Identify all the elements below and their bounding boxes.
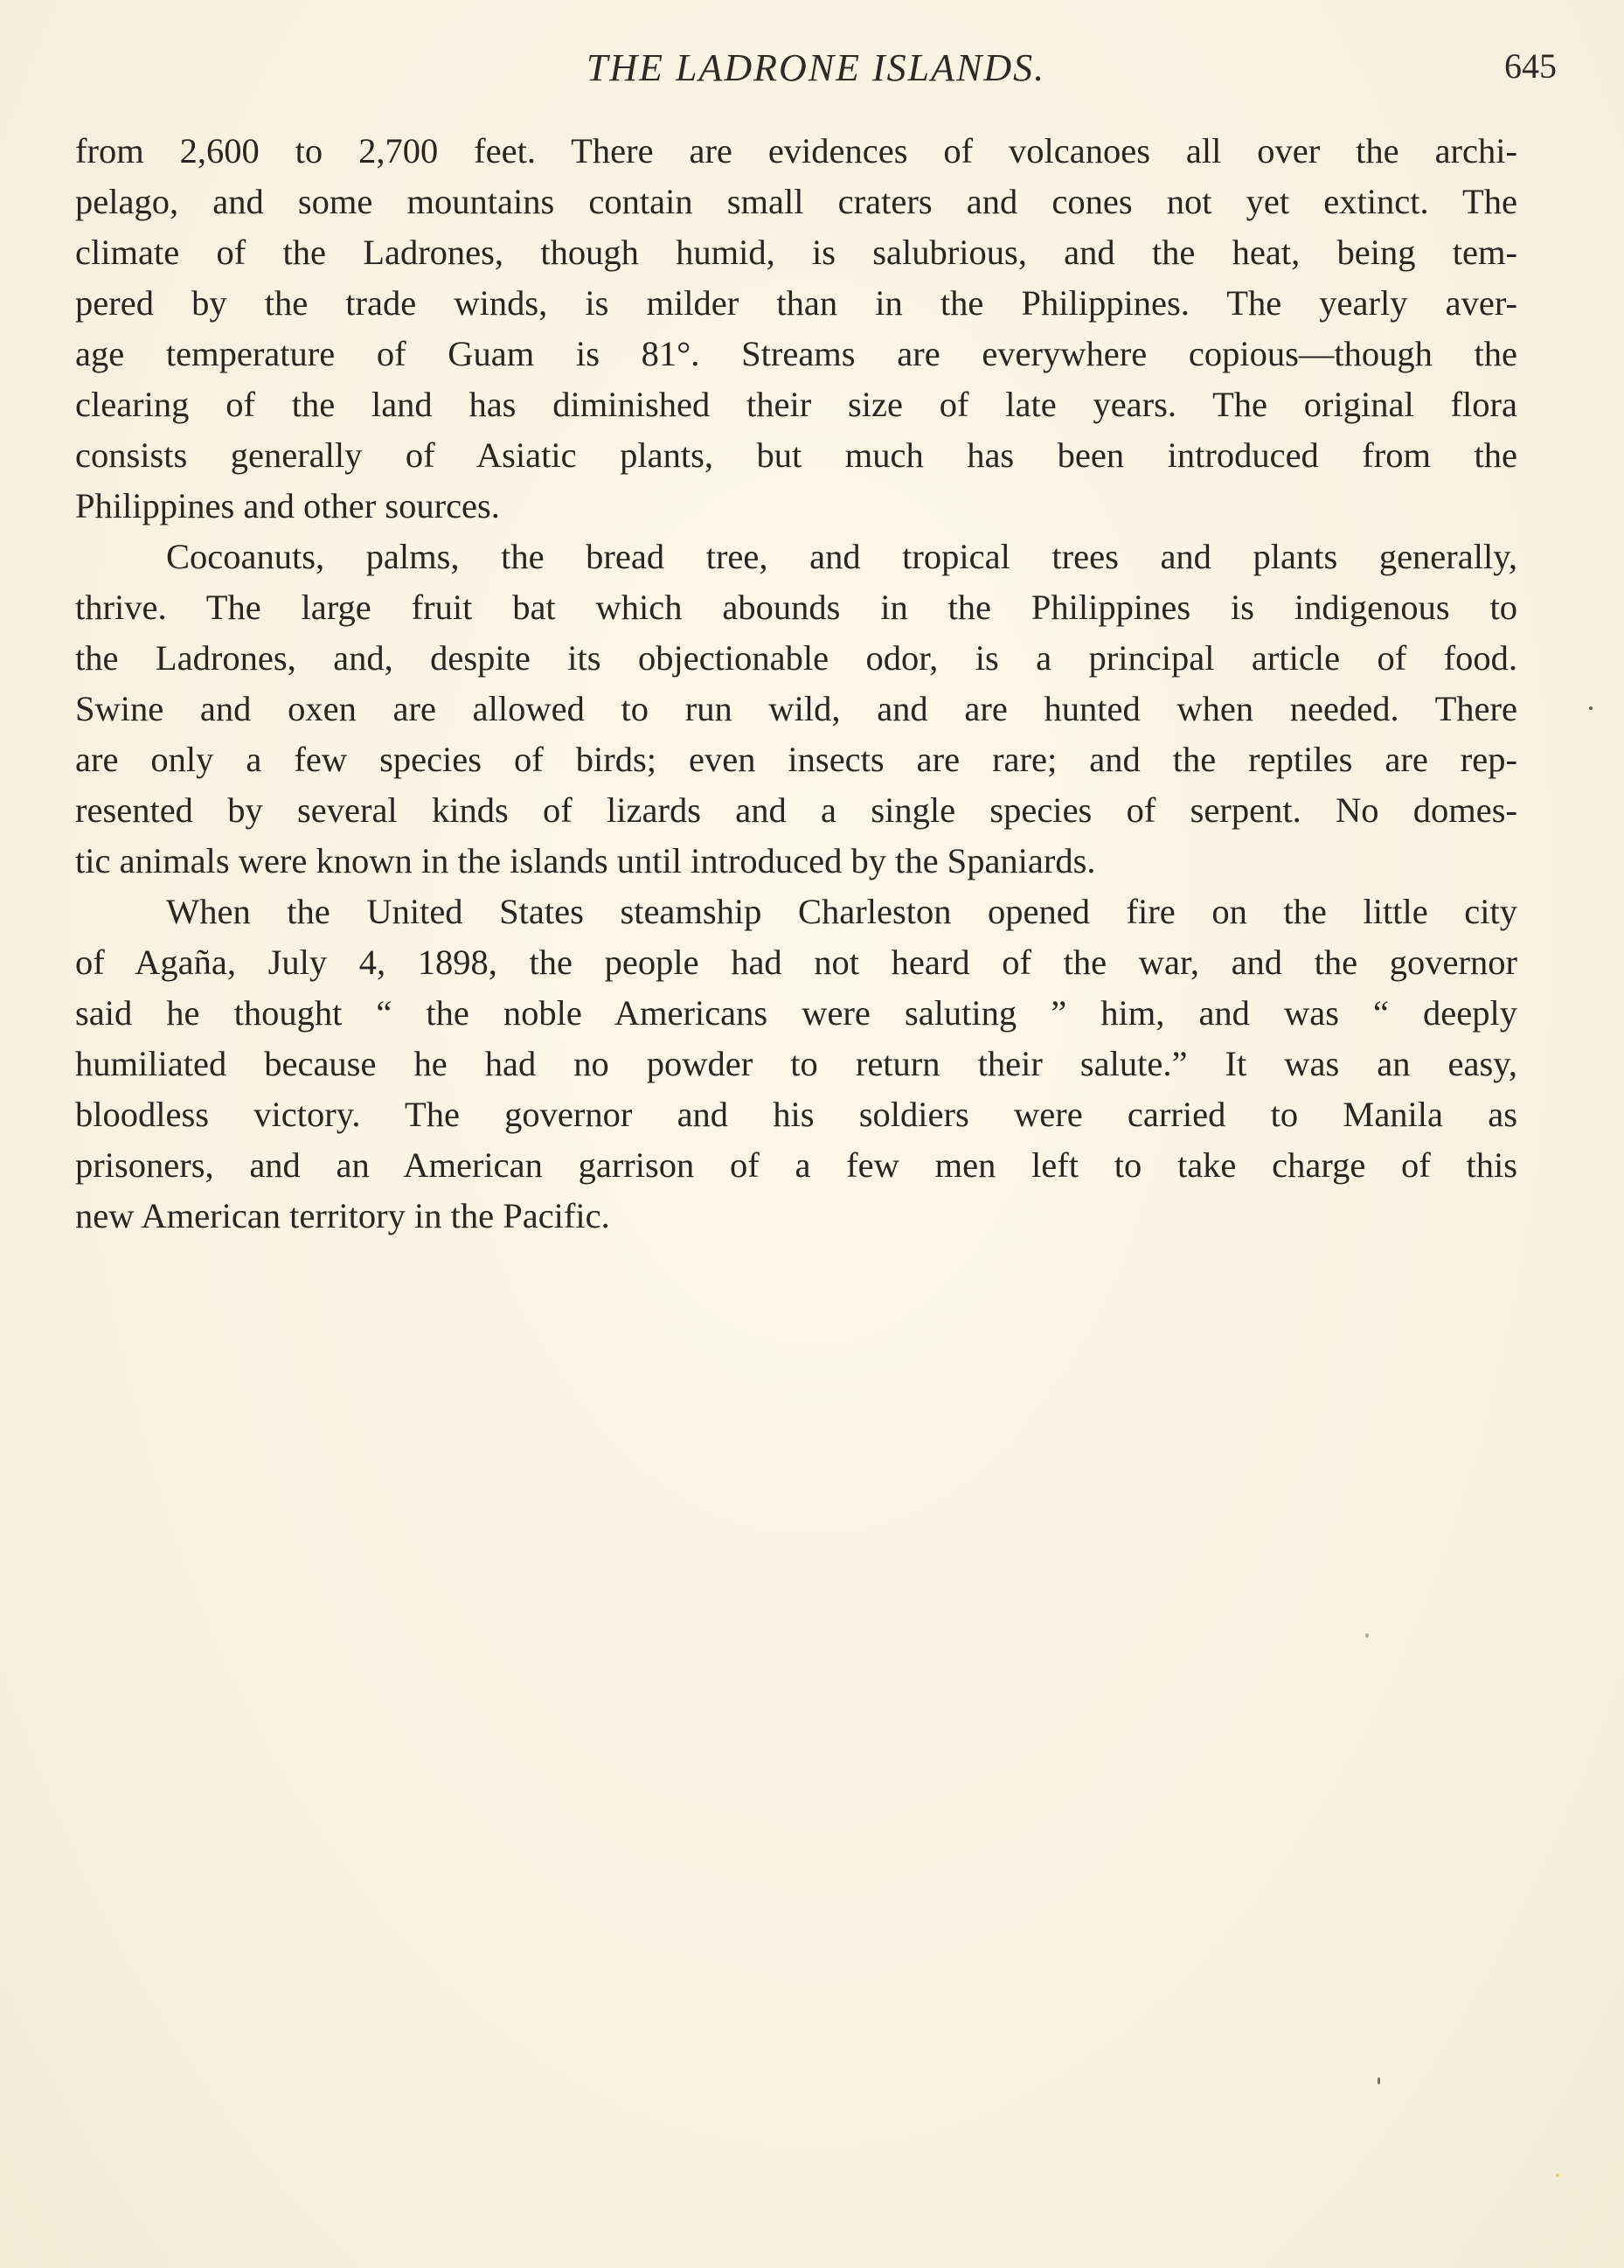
text-line: of Agaña, July 4, 1898, the people had not heard of the war, and the governor — [75, 943, 1517, 982]
text-line: climate of the Ladrones, though humid, is salubrious, and the heat, being tem- — [75, 233, 1517, 272]
text-line: Cocoanuts, palms, the bread tree, and tropical trees and plants generally, — [166, 537, 1517, 576]
paragraph-2 — [75, 532, 1517, 887]
ink-speck — [1365, 1633, 1369, 1638]
text-line: When the United States steamship Charleston opened fire on the little city — [166, 892, 1517, 931]
ink-speck — [1589, 706, 1593, 710]
text-line: humiliated because he had no powder to return their salute.” It was an easy, — [75, 1044, 1517, 1083]
text-line: thrive. The large fruit bat which abounds in the Philippines is indigenous to — [75, 588, 1517, 627]
paragraph-1 — [75, 126, 1517, 532]
text-line: tic animals were known in the islands until introduced by the Spaniards. — [75, 841, 1096, 880]
running-head — [75, 45, 1557, 98]
text-line: said he thought “ the noble Americans were saluting ” him, and was “ deeply — [75, 993, 1517, 1033]
text-line: the Ladrones, and, despite its objectionable odor, is a principal article of food. — [75, 638, 1517, 678]
paragraph-3 — [75, 887, 1517, 1242]
text-line: pered by the trade winds, is milder than in the Philippines. The yearly aver- — [75, 283, 1517, 323]
ink-speck — [1556, 2174, 1559, 2177]
text-line: prisoners, and an American garrison of a few men left to take charge of this — [75, 1145, 1517, 1185]
text-line: bloodless victory. The governor and his soldiers were carried to Manila as — [75, 1095, 1517, 1134]
text-line: clearing of the land has diminished their size of late years. The original flora — [75, 385, 1517, 424]
text-line: consists generally of Asiatic plants, but much has been introduced from the — [75, 435, 1517, 475]
text-line: from 2,600 to 2,700 feet. There are evidences of volcanoes all over the archi- — [75, 131, 1517, 170]
text-line: pelago, and some mountains contain small craters and cones not yet extinct. The — [75, 182, 1517, 221]
text-line: age temperature of Guam is 81°. Streams are everywhere copious—though the — [75, 334, 1517, 373]
text-line: are only a few species of birds; even insects are rare; and the reptiles are rep- — [75, 740, 1517, 779]
text-line: Swine and oxen are allowed to run wild, and are hunted when needed. There — [75, 689, 1517, 728]
body-text — [75, 126, 1517, 1242]
running-title: THE LADRONE ISLANDS. — [586, 46, 1046, 89]
text-line: new American territory in the Pacific. — [75, 1196, 610, 1235]
ink-speck — [1378, 2077, 1380, 2084]
page-number: 645 — [1504, 46, 1557, 86]
text-line: Philippines and other sources. — [75, 486, 500, 525]
text-line: resented by several kinds of lizards and a single species of serpent. No domes- — [75, 790, 1517, 830]
